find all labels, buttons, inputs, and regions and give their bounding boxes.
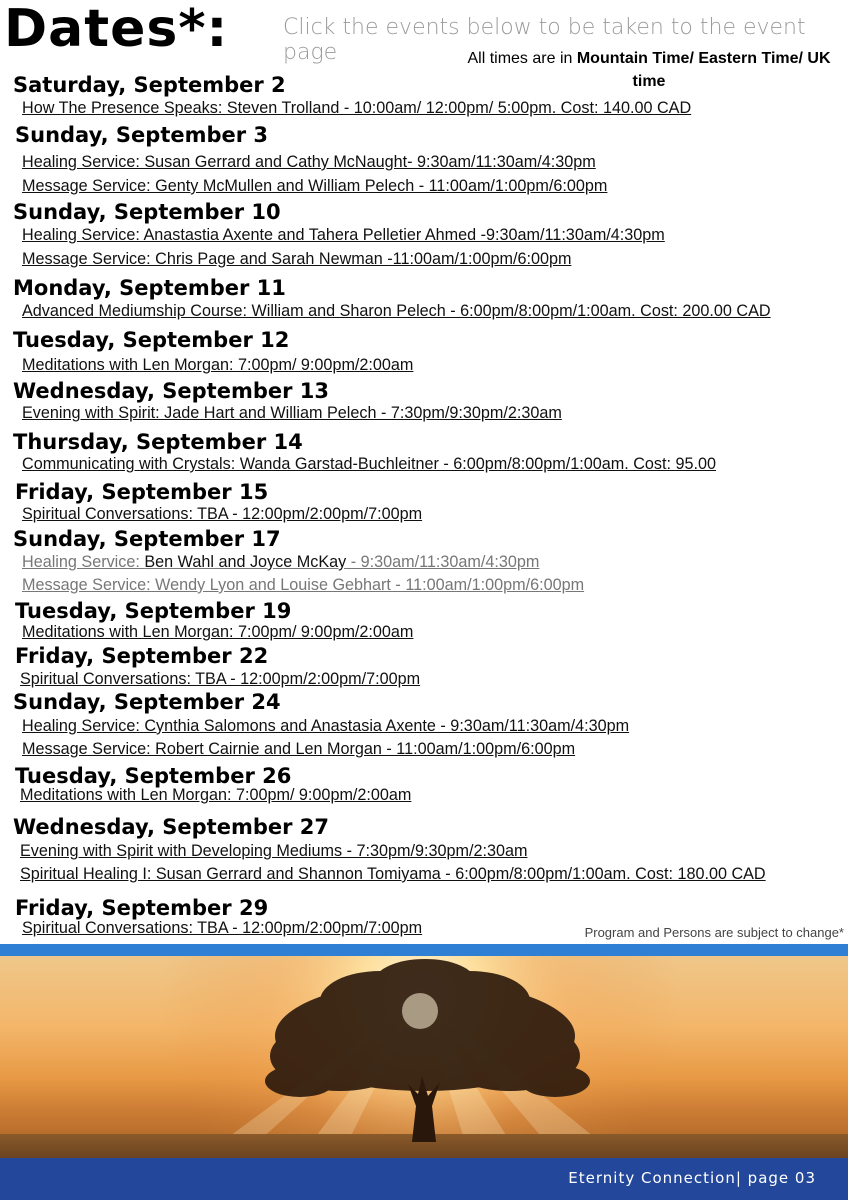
day-heading: Friday, September 22 [15, 644, 269, 668]
event-link[interactable]: Spiritual Conversations: TBA - 12:00pm/2:00pm/7:00pm [22, 505, 423, 523]
event-link[interactable]: Message Service: Wendy Lyon and Louise Gebhart - 11:00am/1:00pm/6:00pm [22, 576, 585, 594]
event-link[interactable]: How The Presence Speaks: Steven Trolland - 10:00am/ 12:00pm/ 5:00pm. Cost: 140.00 CAD [22, 99, 692, 117]
change-notice: Program and Persons are subject to change* [584, 925, 844, 940]
event-link-names: Ben Wahl and Joyce McKay [144, 553, 347, 571]
event-link[interactable]: Meditations with Len Morgan: 7:00pm/ 9:00pm/2:00am [22, 623, 414, 641]
page-title: Dates*: [4, 0, 229, 59]
day-heading: Wednesday, September 27 [13, 815, 330, 839]
event-link[interactable]: Healing Service: Anastastia Axente and Tahera Pelletier Ahmed -9:30am/11:30am/4:30pm [22, 226, 665, 244]
event-link[interactable]: Meditations with Len Morgan: 7:00pm/ 9:00pm/2:00am [22, 356, 414, 374]
day-heading: Saturday, September 2 [13, 73, 286, 97]
event-link[interactable]: Spiritual Conversations: TBA - 12:00pm/2:00pm/7:00pm [22, 919, 423, 937]
event-link[interactable]: Meditations with Len Morgan: 7:00pm/ 9:00pm/2:00am [20, 786, 412, 804]
page-footer [0, 1158, 848, 1200]
event-link[interactable]: Message Service: Robert Cairnie and Len Morgan - 11:00am/1:00pm/6:00pm [22, 740, 576, 758]
day-heading: Monday, September 11 [13, 276, 286, 300]
event-link[interactable]: Message Service: Genty McMullen and William Pelech - 11:00am/1:00pm/6:00pm [22, 177, 608, 195]
event-link[interactable]: Spiritual Conversations: TBA - 12:00pm/2:00pm/7:00pm [20, 670, 421, 688]
event-link[interactable]: Evening with Spirit: Jade Hart and William Pelech - 7:30pm/9:30pm/2:30am [22, 404, 562, 422]
event-link[interactable]: Message Service: Chris Page and Sarah Newman -11:00am/1:00pm/6:00pm [22, 250, 572, 268]
day-heading: Sunday, September 17 [13, 527, 281, 551]
event-link-prefix: Healing Service: [22, 553, 145, 571]
event-link[interactable]: Healing Service: Susan Gerrard and Cathy McNaught- 9:30am/11:30am/4:30pm [22, 153, 596, 171]
event-link[interactable]: Communicating with Crystals: Wanda Garstad-Buchleitner - 6:00pm/8:00pm/1:00am. Cost: 95.00 [22, 455, 716, 473]
day-heading: Thursday, September 14 [13, 430, 303, 454]
timezone-bold: Mountain Time/ Eastern Time/ UK time [576, 50, 831, 90]
day-heading: Sunday, September 10 [13, 200, 281, 224]
event-link[interactable]: Spiritual Healing I: Susan Gerrard and Shannon Tomiyama - 6:00pm/8:00pm/1:00am. Cost: 180.00 CAD [20, 865, 766, 883]
timezone-note [455, 47, 843, 93]
event-link[interactable] [22, 553, 539, 572]
day-heading: Friday, September 15 [15, 480, 269, 504]
tree-illustration [0, 956, 848, 1158]
instruction-text: Click the events below to be taken to the event page [283, 15, 806, 65]
event-link[interactable]: Healing Service: Cynthia Salomons and Anastasia Axente - 9:30am/11:30am/4:30pm [22, 717, 630, 735]
day-heading: Tuesday, September 26 [15, 764, 292, 788]
sunset-tree-image [0, 956, 848, 1158]
event-link[interactable]: Advanced Mediumship Course: William and Sharon Pelech - 6:00pm/8:00pm/1:00am. Cost: 200.00 CAD [22, 302, 771, 320]
accent-bar [0, 944, 848, 956]
event-link-times: - 9:30am/11:30am/4:30pm [346, 553, 540, 571]
timezone-prefix: All times are in [467, 50, 577, 67]
day-heading: Wednesday, September 13 [13, 379, 330, 403]
event-link[interactable]: Evening with Spirit with Developing Mediums - 7:30pm/9:30pm/2:30am [20, 842, 528, 860]
footer-text: Eternity Connection| page 03 [568, 1169, 816, 1187]
day-heading: Tuesday, September 19 [15, 599, 292, 623]
day-heading: Sunday, September 24 [13, 690, 281, 714]
day-heading: Sunday, September 3 [15, 123, 269, 147]
day-heading: Friday, September 29 [15, 896, 269, 920]
day-heading: Tuesday, September 12 [13, 328, 290, 352]
